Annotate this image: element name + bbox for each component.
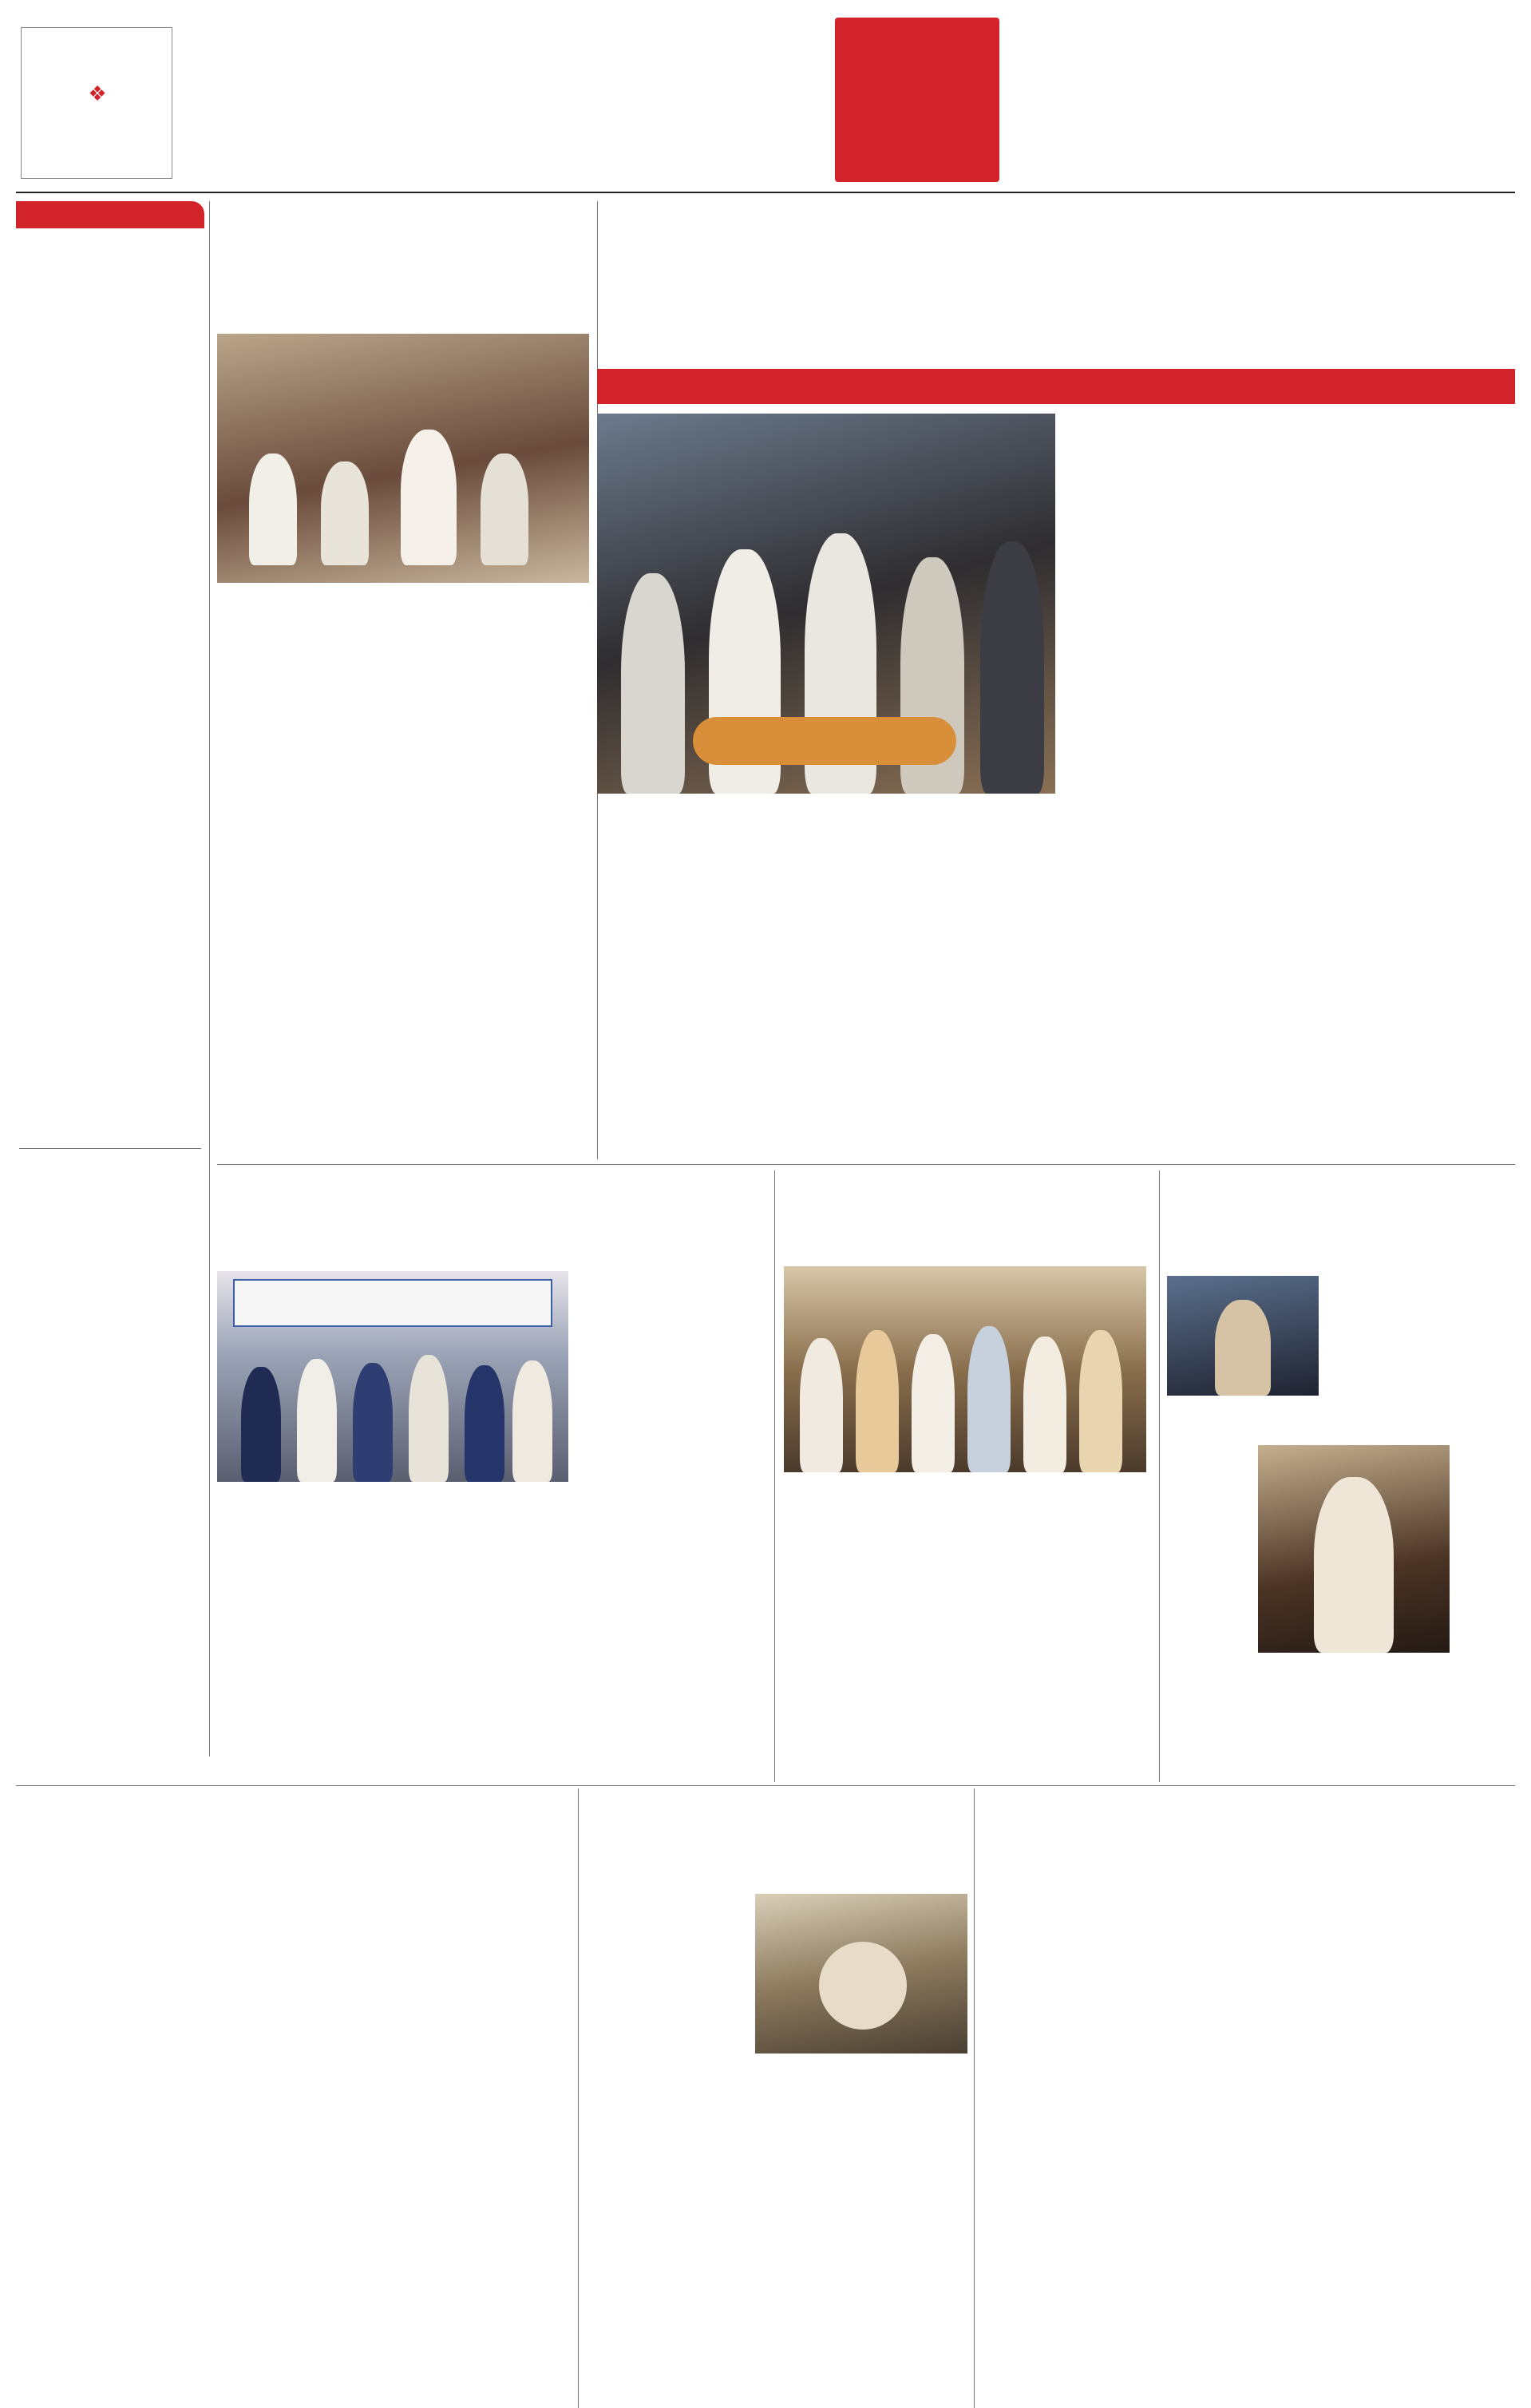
pujari-headline: [16, 1792, 572, 1889]
krishi-photo: [784, 1266, 1146, 1472]
masthead-rule: [16, 192, 1515, 193]
manish-rule: [774, 1170, 775, 1782]
lead-subhead: [597, 369, 1515, 404]
lead-body: [597, 798, 1515, 1158]
fatafat-rule: [209, 201, 210, 1756]
gumandev-body: [1325, 1276, 1515, 1782]
fatafat-column: [16, 201, 204, 1756]
lead-photo-cover: [1062, 414, 1515, 794]
krishi-rule: [1159, 1170, 1160, 1782]
nageshwar-rule: [974, 1788, 975, 2408]
atishay-body: [217, 589, 591, 1158]
gumandev-headline: [1167, 1174, 1515, 1266]
brand-box: [21, 27, 172, 179]
krishi-body: [784, 1475, 1153, 1782]
nageshwar-body: [586, 1894, 967, 2408]
brief-right-body: [1012, 53, 1443, 182]
fatafat-item1-body: [19, 319, 201, 1137]
fatafat-label: [16, 201, 204, 228]
gumandev-photo-musician: [1167, 1276, 1319, 1396]
krishi-headline: [784, 1174, 1153, 1266]
lead-bottom-rule: [217, 1164, 1515, 1165]
pujari-body: [16, 1894, 572, 2408]
lathi-body: [982, 1894, 1515, 2408]
nageshwar-headline: [586, 1792, 967, 1879]
masthead: [0, 0, 1531, 192]
brief-left: [187, 26, 825, 185]
fatafat-item2-body: [19, 1225, 201, 1744]
row2-bottom-rule: [16, 1785, 1515, 1786]
fatafat-divider: [19, 1148, 201, 1149]
lead-photo: [597, 414, 1055, 794]
brief-right: [1012, 26, 1443, 185]
brief-left-body: [187, 53, 825, 182]
diamond-ornament-icon: ❖: [88, 82, 107, 106]
manish-body: [217, 1271, 768, 1772]
atishay-photo: [217, 334, 589, 583]
lathi-headline: [982, 1792, 1515, 1889]
pujari-rule: [578, 1788, 579, 2408]
manish-headline: [217, 1174, 768, 1266]
atishay-headline: [217, 201, 591, 331]
city-logo: [835, 18, 999, 182]
